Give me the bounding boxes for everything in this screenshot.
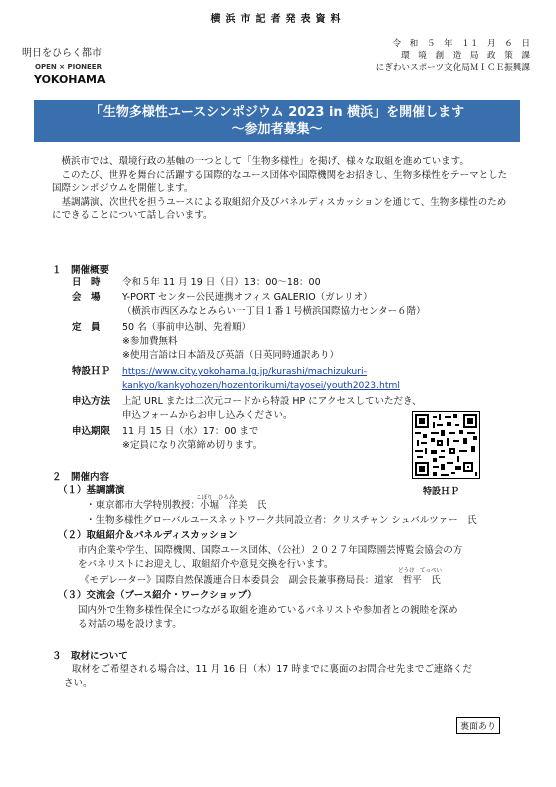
deadline-value: 11 月 15 日（水）17：00 まで xyxy=(122,426,259,437)
venue-value: Y-PORT センター公民連携オフィス GALERIO（ガレリオ） xyxy=(122,292,373,303)
intro-paragraph: 基調講演、次世代を担うユースによる取組紹介及びパネルディスカッションを通じて、生物多様性のためにできることについて話し合います。 xyxy=(52,196,507,222)
capacity-value: 50 名（事前申込制、先着順） xyxy=(122,322,252,333)
logo-yokohama: YOKOHAMA xyxy=(34,73,106,86)
panel-text-2: をパネリストにお迎えし、取組紹介や意見交換を行います。 xyxy=(78,559,334,570)
press-coverage-text: 取材をご希望される場合は、11 月 16 日（木）17 時までに裏面のお問合せ先までご連絡くだ xyxy=(72,664,472,675)
apply-method-label: 申込方法 xyxy=(72,396,111,407)
speaker-ruby: こぼり ひろみ xyxy=(196,495,235,501)
release-date: 令 和 ５ 年 １１ 月 ６ 日 xyxy=(392,39,530,49)
moderator: 《モデレーター》国際自然保護連合日本委員会 副会長兼事務局長：道家 哲平 氏 xyxy=(80,575,441,586)
date-value: 令和５年 11 月 19 日（日）13：00～18：00 xyxy=(122,277,321,288)
deadline-label: 申込期限 xyxy=(72,426,111,437)
hp-link[interactable]: https://www.city.yokohama.lg.jp/kurashi/machizukuri- xyxy=(122,366,367,377)
intro-paragraph: このたび、世界を舞台に活躍する国際的なユース団体や国際機関をお招きし、生物多様性をテーマとした国際シンポジウムを開催します。 xyxy=(52,169,508,195)
keynote-heading: （１）基調講演 xyxy=(58,485,125,496)
reverse-side-badge: 裏面あり xyxy=(456,717,500,734)
department-1: 環 境 創 造 局 政 策 課 xyxy=(401,51,530,62)
qr-code-caption: 特設ＨＰ xyxy=(423,487,460,497)
press-release-header: 横浜市記者発表資料 xyxy=(210,14,346,25)
qr-code-icon[interactable] xyxy=(412,411,480,479)
panel-heading: （２）取組紹介＆パネルディスカッション xyxy=(58,530,238,541)
logo-open-pioneer: OPEN × PIONEER xyxy=(35,63,102,71)
date-block xyxy=(376,38,530,75)
venue-label: 会 場 xyxy=(72,292,101,303)
deadline-note: ※定員になり次第締め切ります。 xyxy=(122,440,263,451)
intro-paragraph: 横浜市では、環境行政の基軸の一つとして「生物多様性」を掲げ、様々な取組を進めています。 xyxy=(52,156,469,167)
intro-text xyxy=(52,155,512,223)
apply-method-value: 上記 URL または二次元コードから特設 HP にアクセスしていただき、 xyxy=(122,396,422,407)
section3-heading: ３ 取材について xyxy=(52,651,128,662)
banner-title: 「生物多様性ユースシンポジウム 2023 in 横浜」を開催します xyxy=(89,105,465,120)
section1-heading: １ 開催概要 xyxy=(52,265,110,276)
networking-text: 国内外で生物多様性保全につながる取組を進めているパネリストや参加者との親睦を深め xyxy=(78,605,458,616)
date-label: 日 時 xyxy=(72,277,101,288)
capacity-note-fee: ※参加費無料 xyxy=(122,336,178,347)
press-coverage-text-2: さい。 xyxy=(64,678,93,689)
moderator-ruby: どうけ てっぺい xyxy=(398,568,443,574)
keynote-speaker-1: ・東京都市大学特別教授：小堀 洋美 氏 xyxy=(86,500,267,511)
networking-heading: （３）交流会（ブース紹介・ワークショップ） xyxy=(58,590,257,601)
title-banner xyxy=(34,100,520,142)
qr-code-graphic xyxy=(413,412,479,478)
capacity-label: 定 員 xyxy=(72,322,101,333)
section2-heading: ２ 開催内容 xyxy=(52,472,110,483)
capacity-note-language: ※使用言語は日本語及び英語（日英同時通訳あり） xyxy=(122,350,339,361)
hp-label: 特設ＨＰ xyxy=(72,366,111,377)
panel-text: 市内企業や学生、国際機関、国際ユース団体、（公社）２０２７年国際園芸博覧会協会の方 xyxy=(78,545,463,556)
logo-tagline: 明日をひらく都市 xyxy=(22,48,102,59)
keynote-speaker-2: ・生物多様性グローバルユースネットワーク共同設立者：クリスチャン シュバルツァー 氏 xyxy=(86,515,477,526)
networking-text-2: る対話の場を設けます。 xyxy=(78,619,182,630)
venue-note: （横浜市西区みなとみらい一丁目１番１号横浜国際協力センター６階） xyxy=(122,306,426,317)
department-2: にぎわいスポーツ文化局ＭＩＣＥ振興課 xyxy=(375,63,530,74)
apply-method-value-2: 申込フォームからお申し込みください。 xyxy=(122,410,293,421)
banner-subtitle: 〜参加者募集〜 xyxy=(231,122,323,137)
hp-link-continued[interactable]: kankyo/kankyohozen/hozentorikumi/tayosei/youth2023.html xyxy=(122,380,400,391)
